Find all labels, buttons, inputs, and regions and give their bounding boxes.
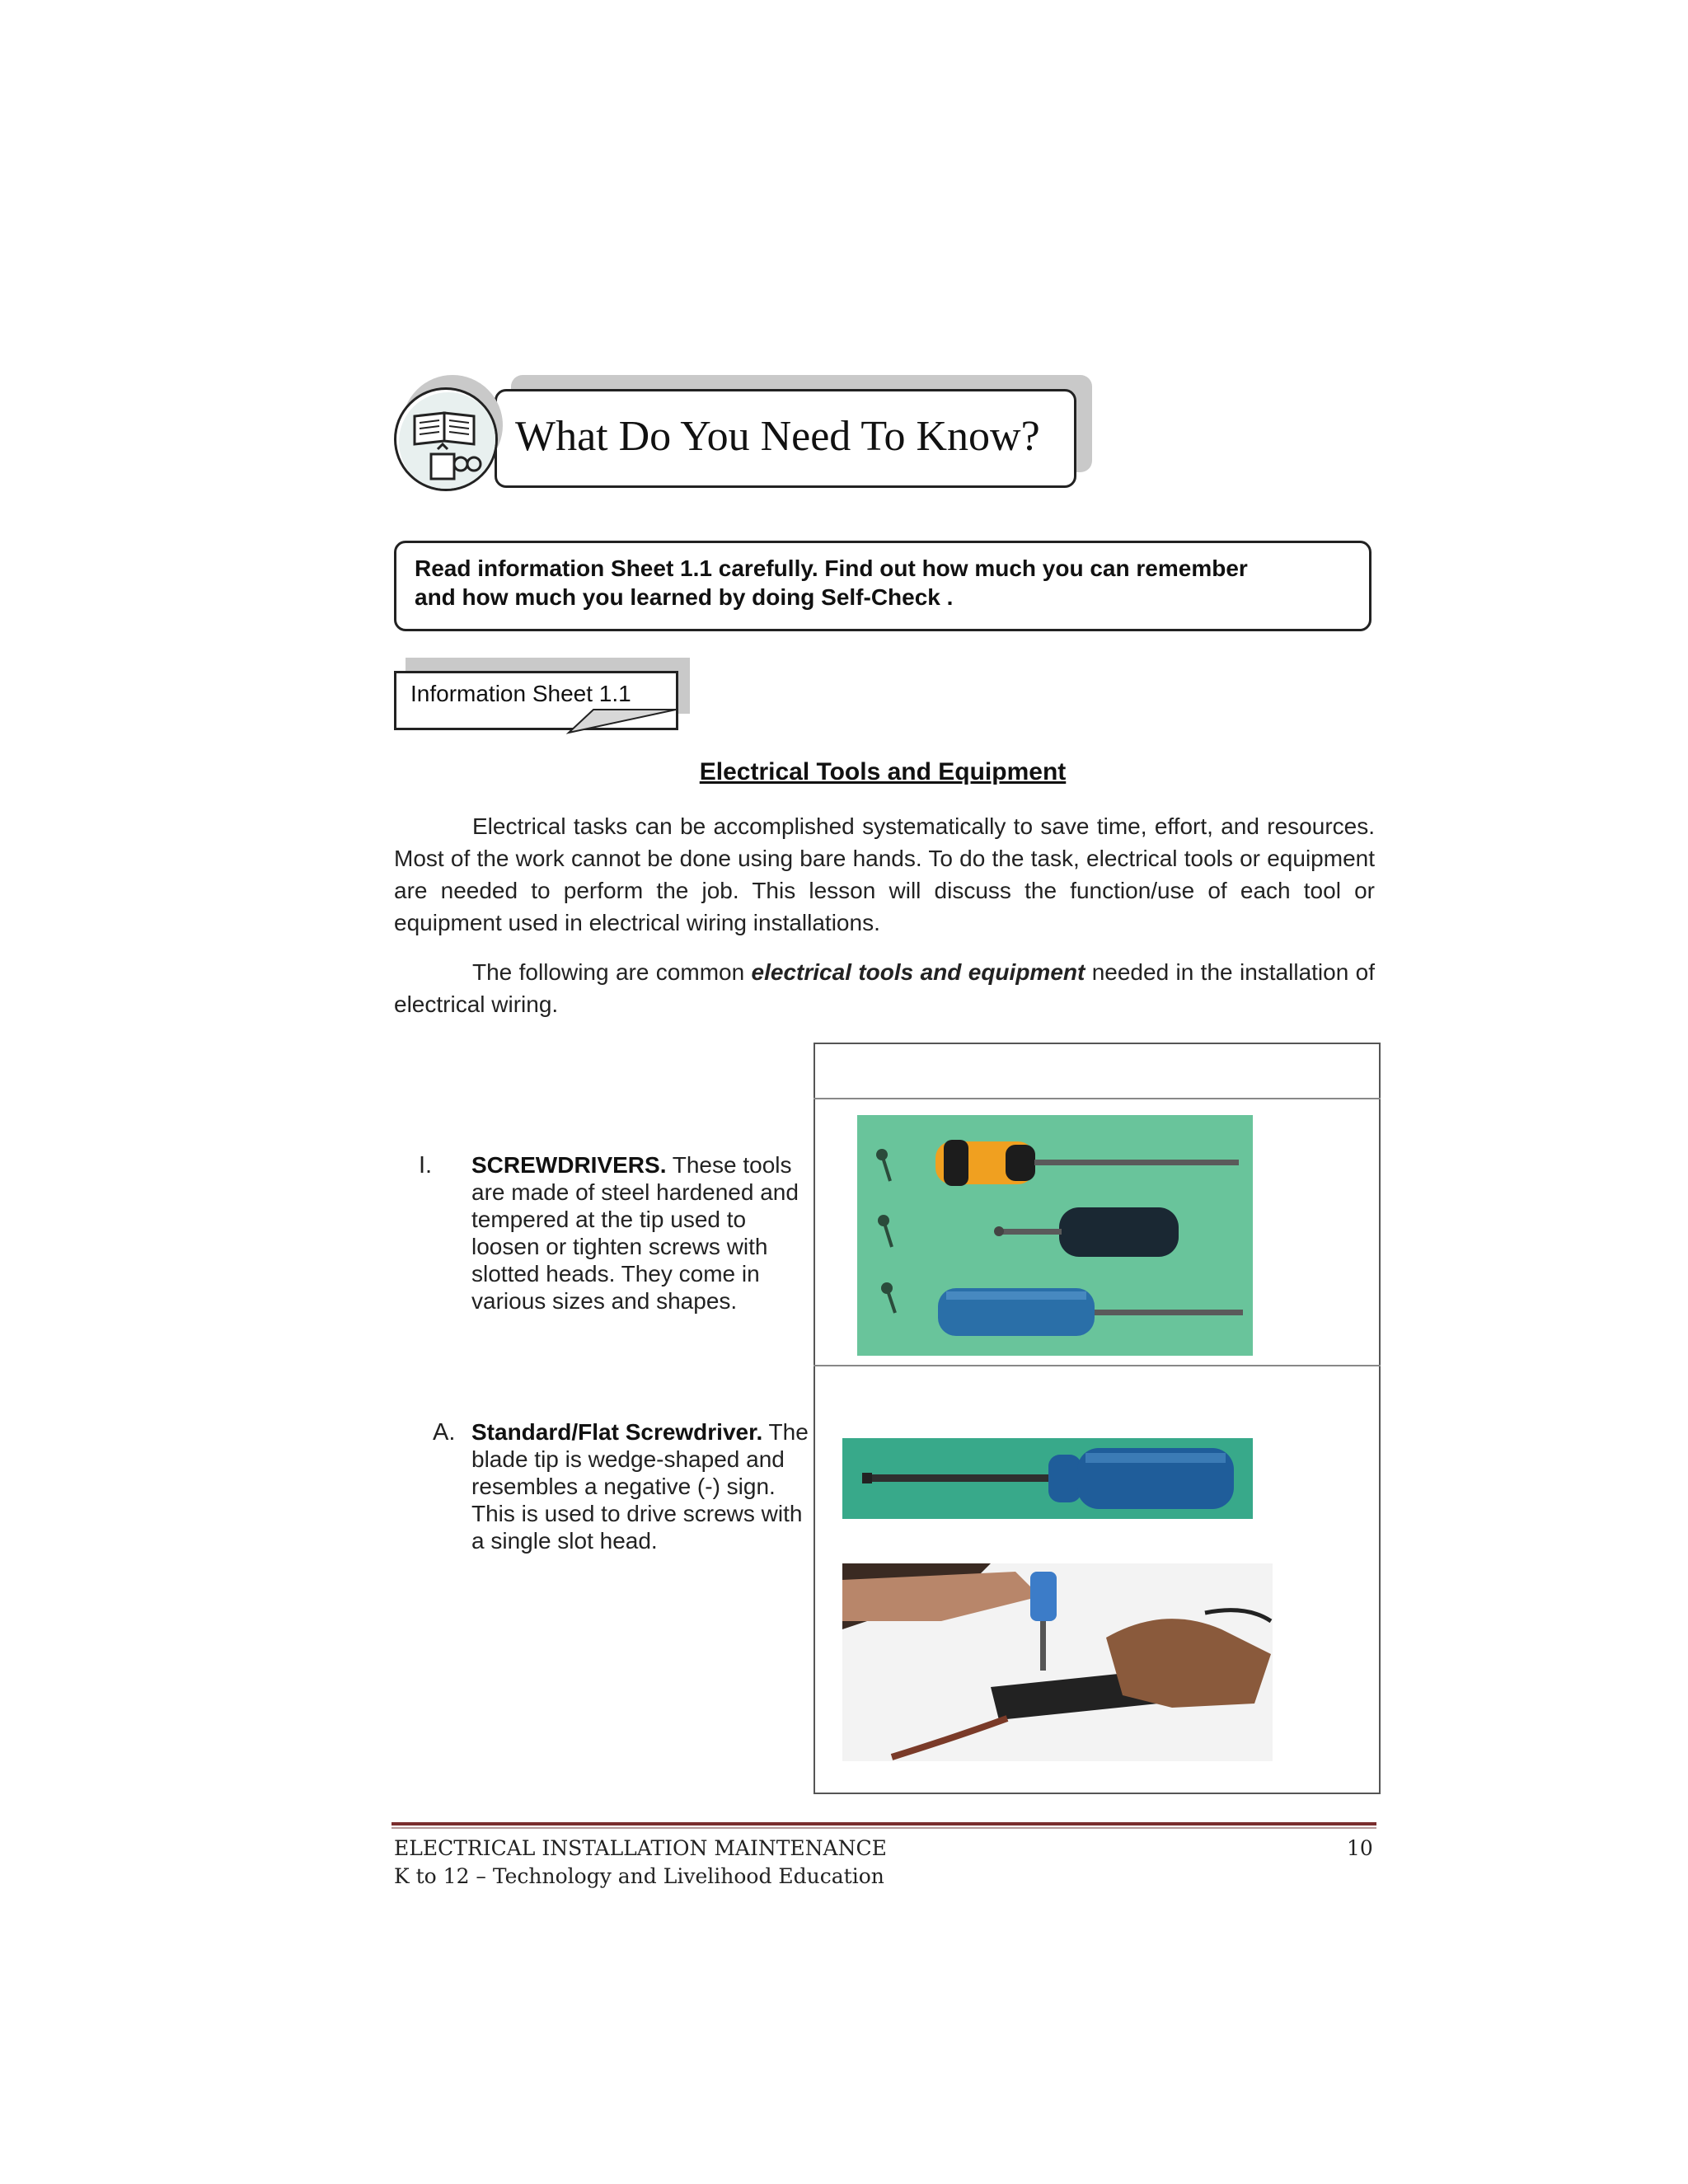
sub-item-letter: A. bbox=[433, 1419, 456, 1446]
page-number: 10 bbox=[1347, 1836, 1373, 1860]
instruction-box bbox=[394, 541, 1372, 631]
table-row-divider bbox=[814, 1098, 1381, 1099]
tools-paragraph-emphasis: electrical tools and equipment bbox=[751, 959, 1085, 985]
item-number: I. bbox=[419, 1152, 433, 1179]
tools-paragraph-end: needed in the installation of electrical wiring. bbox=[394, 959, 1376, 1017]
three-screwdrivers-photo bbox=[857, 1115, 1253, 1356]
footer-rule bbox=[392, 1822, 1376, 1825]
book-and-puzzle-icon bbox=[394, 387, 498, 491]
screwdriver-in-use-photo bbox=[842, 1563, 1273, 1761]
screwdrivers-text: These tools are made of steel hardened and tempered at the tip used to loosen or tighten screws with slotted heads. They come in various sizes and shapes. bbox=[471, 1152, 799, 1314]
section-title: Electrical Tools and Equipment bbox=[699, 758, 1067, 785]
flat-screwdriver-description bbox=[471, 1418, 809, 1554]
info-sheet-label: Information Sheet 1.1 bbox=[410, 681, 631, 706]
screwdrivers-title: SCREWDRIVERS. bbox=[471, 1152, 667, 1178]
table-row-divider bbox=[814, 1365, 1381, 1366]
tools-paragraph-start: The following are common bbox=[472, 959, 752, 985]
intro-paragraph: Electrical tasks can be accomplished systematically to save time, effort, and resources. Most of the work cannot be done using bare hands. To do the task, electrical tools or equipment are needed to perform the job. This lesson will discuss the function/use of each tool or equipment used in electrical wiring installations. bbox=[394, 813, 1375, 935]
footer-rule-secondary bbox=[392, 1827, 1376, 1829]
page-title: What Do You Need To Know? bbox=[515, 413, 1040, 460]
screwdrivers-description bbox=[471, 1151, 801, 1315]
instruction-line-2: and how much you learned by doing Self-Check . bbox=[415, 584, 954, 610]
instruction-line-1: Read information Sheet 1.1 carefully. Find out how much you can remember bbox=[415, 555, 1248, 581]
flat-screwdriver-title: Standard/Flat Screwdriver. bbox=[471, 1419, 763, 1445]
tools-paragraph bbox=[394, 956, 1375, 1020]
footer-course-title: ELECTRICAL INSTALLATION MAINTENANCE bbox=[394, 1836, 887, 1860]
footer-program: K to 12 – Technology and Livelihood Education bbox=[394, 1864, 884, 1888]
tab-fold-icon bbox=[560, 705, 684, 734]
flat-screwdriver-text: The blade tip is wedge-shaped and resembles a negative (-) sign. This is used to drive screws with a single slot head. bbox=[471, 1419, 809, 1554]
flat-screwdriver-photo bbox=[842, 1438, 1253, 1519]
